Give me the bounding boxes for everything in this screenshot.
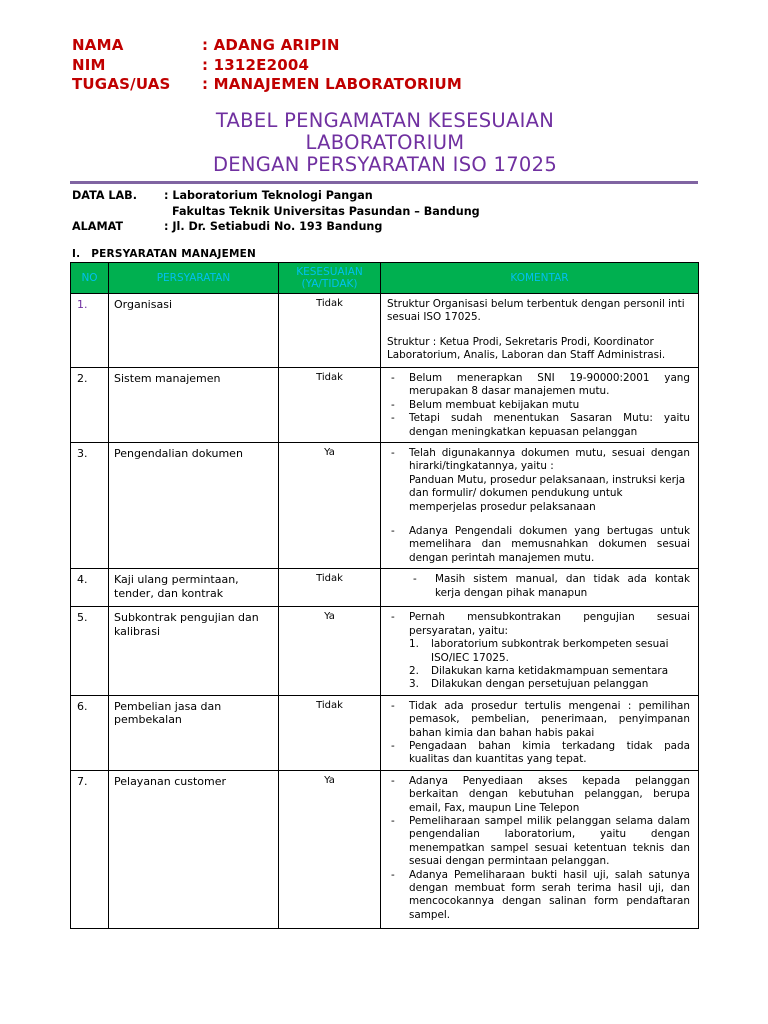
- row-conformity: Tidak: [279, 294, 381, 368]
- header-key: TUGAS/UAS: [72, 75, 171, 93]
- paragraph-gap: [387, 514, 690, 525]
- requirements-table: [70, 262, 699, 929]
- numbered-list: [387, 638, 690, 692]
- row-requirement: Organisasi: [109, 294, 279, 368]
- table-row: [71, 695, 699, 770]
- numbered-item: [409, 678, 690, 691]
- student-header: [72, 36, 462, 95]
- comment-list: [387, 447, 690, 474]
- row-comment: [381, 569, 699, 607]
- col-header-requirement: PERSYARATAN: [109, 263, 279, 294]
- lab-address-key: ALAMAT: [72, 220, 123, 233]
- item-text: Dilakukan dengan persetujuan pelanggan: [431, 678, 649, 691]
- numbered-item: [409, 638, 690, 665]
- row-conformity: Ya: [279, 443, 381, 569]
- title-divider: [70, 181, 698, 184]
- header-row-nama: [72, 36, 462, 56]
- comment-list: [387, 525, 690, 565]
- list-item: - Adanya Penyediaan akses kepada pelanggan berkaitan dengan kebutuhan pelanggan, berupa email, Fax, maupun Line Telepon: [387, 775, 690, 815]
- row-requirement: Pelayanan customer: [109, 770, 279, 928]
- comment-list: [387, 700, 690, 767]
- lab-data-key: DATA LAB.: [72, 189, 137, 202]
- lab-info: [72, 188, 480, 235]
- row-requirement: Kaji ulang permintaan, tender, dan kontrak: [109, 569, 279, 607]
- row-comment: [381, 607, 699, 695]
- row-comment: [381, 695, 699, 770]
- comment-paragraph: Struktur Organisasi belum terbentuk dengan personil inti sesuai ISO 17025.: [387, 298, 685, 324]
- comment-list: [387, 611, 690, 638]
- lab-data-row-2: [72, 204, 480, 220]
- header-row-tugas: [72, 75, 462, 95]
- document-title: [72, 110, 698, 176]
- row-conformity: Tidak: [279, 368, 381, 443]
- item-number: 2.: [409, 664, 419, 677]
- row-requirement: Subkontrak pengujian dan kalibrasi: [109, 607, 279, 695]
- row-number: 6.: [71, 695, 109, 770]
- section-heading: [72, 248, 256, 260]
- row-requirement: Pembelian jasa dan pembekalan: [109, 695, 279, 770]
- table-row: [71, 368, 699, 443]
- item-number: 3.: [409, 678, 419, 691]
- list-item: - Adanya Pemeliharaan bukti hasil uji, salah satunya dengan membuat form serah terima hasil uji, dan mencocokannya dengan salinan form pendaftaran sampel.: [387, 869, 690, 923]
- header-value: : MANAJEMEN LABORATORIUM: [202, 75, 463, 93]
- comment-list: [387, 775, 690, 922]
- header-value: : ADANG ARIPIN: [202, 36, 340, 54]
- row-conformity: Ya: [279, 607, 381, 695]
- list-item: - Tetapi sudah menentukan Sasaran Mutu: yaitu dengan meningkatkan kepuasan pelanggan: [387, 412, 690, 439]
- list-item: - Pernah mensubkontrakan pengujian sesuai persyaratan, yaitu:: [387, 611, 690, 638]
- list-item: - Telah digunakannya dokumen mutu, sesuai dengan hirarki/tingkatannya, yaitu :: [387, 447, 690, 474]
- item-text: Dilakukan karna ketidakmampuan sementara: [431, 664, 669, 677]
- table-header-row: [71, 263, 699, 294]
- list-item: - Pengadaan bahan kimia terkadang tidak pada kualitas dan kuantitas yang tepat.: [387, 740, 690, 767]
- lab-address-row: [72, 219, 480, 235]
- list-item: - Masih sistem manual, dan tidak ada kontak kerja dengan pihak manapun: [387, 573, 690, 600]
- lab-data-value: : Laboratorium Teknologi Pangan: [164, 189, 373, 202]
- header-value: : 1312E2004: [202, 55, 310, 74]
- table-row: [71, 770, 699, 928]
- row-number: 2.: [71, 368, 109, 443]
- header-key: NAMA: [72, 36, 124, 54]
- row-requirement: Pengendalian dokumen: [109, 443, 279, 569]
- row-comment: [381, 770, 699, 928]
- table-row: [71, 569, 699, 607]
- row-requirement: Sistem manajemen: [109, 368, 279, 443]
- paragraph-gap: [387, 325, 690, 336]
- list-item: - Belum membuat kebijakan mutu: [387, 399, 690, 412]
- table-row: [71, 443, 699, 569]
- section-label: PERSYARATAN MANAJEMEN: [91, 248, 256, 260]
- row-number: 4.: [71, 569, 109, 607]
- comment-list: [387, 573, 690, 600]
- section-number: I.: [72, 248, 81, 260]
- row-number: 1.: [71, 294, 109, 368]
- comment-paragraph: Panduan Mutu, prosedur pelaksanaan, instruksi kerja dan formulir/ dokumen pendukung untuk memperjelas prosedur pelaksanaan: [409, 473, 686, 513]
- row-conformity: Ya: [279, 770, 381, 928]
- table-row: [71, 294, 699, 368]
- lab-data-row: [72, 188, 480, 204]
- comment-list: [387, 372, 690, 439]
- row-number: 7.: [71, 770, 109, 928]
- list-item: - Pemeliharaan sampel milik pelanggan selama dalam pengendalian laboratorium, yaitu dengan menempatkan sampel sesuai ketentuan teknis dan sesuai dengan permintaan pelanggan.: [387, 815, 690, 869]
- row-comment: [381, 294, 699, 368]
- row-comment: [381, 368, 699, 443]
- col-header-comment: KOMENTAR: [381, 263, 699, 294]
- lab-data-value-2: Fakultas Teknik Universitas Pasundan – Bandung: [172, 204, 480, 218]
- title-line-2: LABORATORIUM: [305, 131, 465, 154]
- row-comment: [381, 443, 699, 569]
- col-header-no: NO: [71, 263, 109, 294]
- title-line-3: DENGAN PERSYARATAN ISO 17025: [212, 153, 558, 176]
- item-number: 1.: [409, 638, 419, 651]
- title-line-1: TABEL PENGAMATAN KESESUAIAN: [215, 109, 555, 132]
- lab-address-value: : Jl. Dr. Setiabudi No. 193 Bandung: [164, 220, 383, 233]
- table-row: [71, 607, 699, 695]
- list-item: - Belum menerapkan SNI 19-90000:2001 yang merupakan 8 dasar manajemen mutu.: [387, 372, 690, 399]
- col-header-conformity: KESESUAIAN (YA/TIDAK): [279, 263, 381, 294]
- numbered-item: [409, 665, 690, 678]
- header-row-nim: [72, 56, 462, 76]
- row-conformity: Tidak: [279, 569, 381, 607]
- list-item: - Tidak ada prosedur tertulis mengenai : pemilihan pemasok, pembelian, penerimaan, penyimpanan bahan kimia dan bahan habis pakai: [387, 700, 690, 740]
- row-conformity: Tidak: [279, 695, 381, 770]
- item-text: laboratorium subkontrak berkompeten sesuai ISO/IEC 17025.: [431, 638, 669, 664]
- row-number: 5.: [71, 607, 109, 695]
- comment-paragraph: Struktur : Ketua Prodi, Sekretaris Prodi, Koordinator Laboratorium, Analis, Laboran dan Staff Administrasi.: [387, 335, 666, 362]
- lab-spacer: [72, 204, 164, 220]
- list-item: - Adanya Pengendali dokumen yang bertugas untuk memelihara dan memusnahkan dokumen sesuai dengan perintah manajemen mutu.: [387, 525, 690, 565]
- header-key: NIM: [72, 55, 106, 74]
- row-number: 3.: [71, 443, 109, 569]
